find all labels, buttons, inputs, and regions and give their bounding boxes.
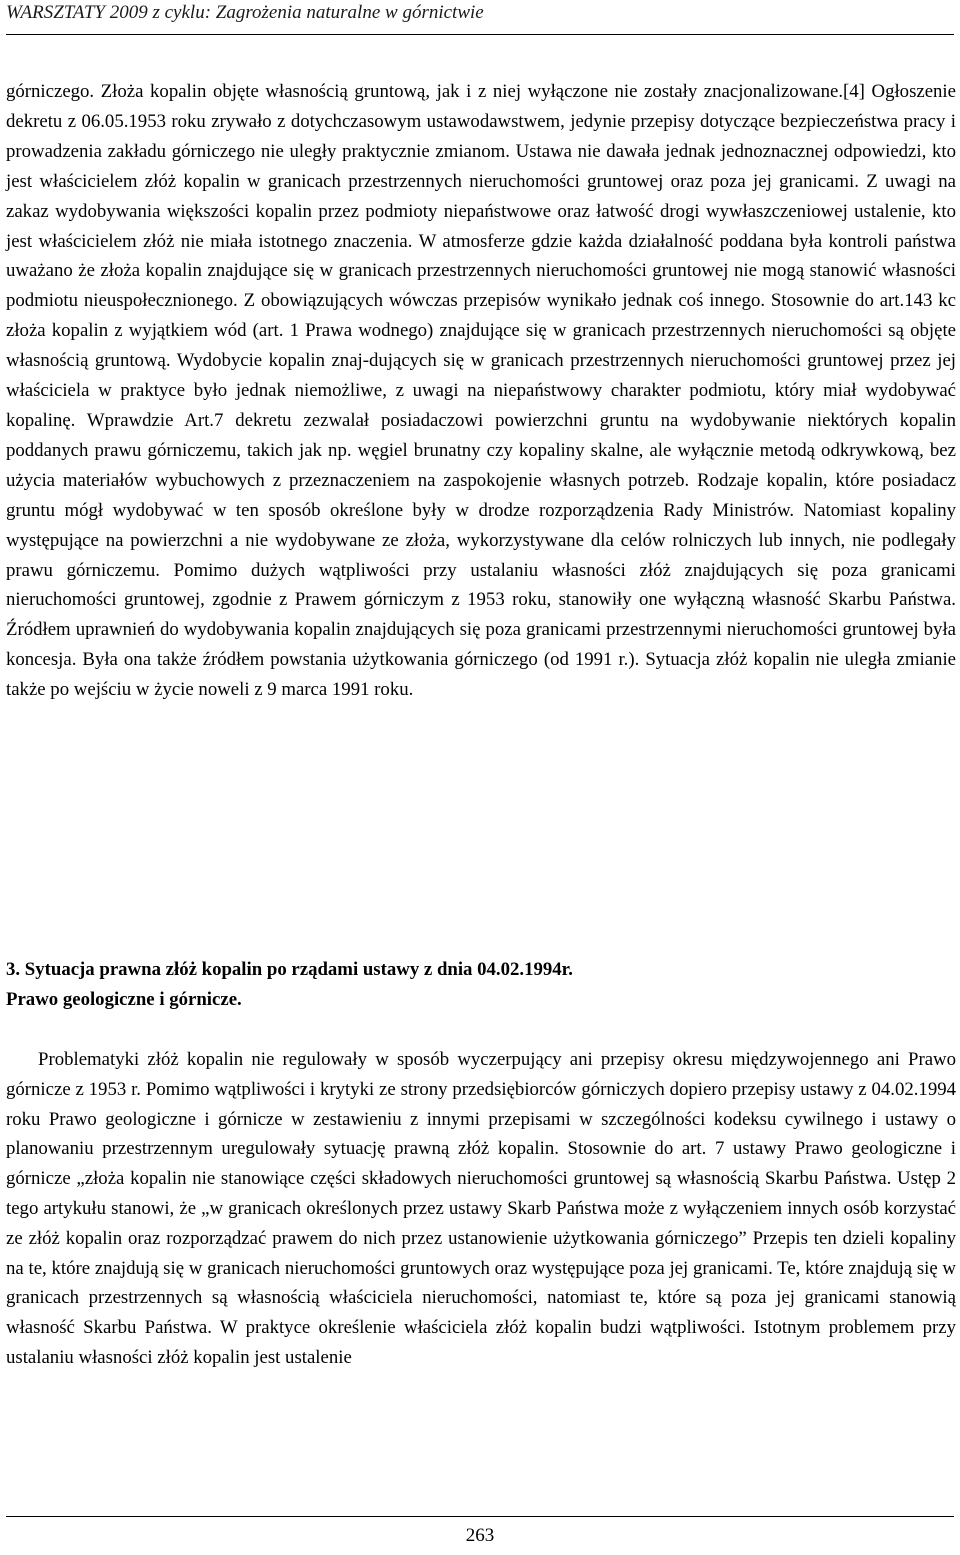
header-divider	[6, 34, 954, 35]
section-heading-line-1: 3. Sytuacja prawna złóż kopalin po rządami ustawy z dnia 04.02.1994r.	[6, 959, 573, 980]
body-paragraph-1	[6, 77, 956, 705]
section-heading	[6, 955, 956, 1015]
paragraph-text: górniczego. Złoża kopalin objęte własnością gruntową, jak i z niej wyłączone nie zostały znacjonalizowane.[4] Ogłoszenie dekretu z 06.05.1953 roku zrywało z dotychczasowym ustawodawstwem, jedynie przepisy dotyczące bezpieczeństwa pracy i prowadzenia zakładu górniczego nie uległy praktycznie zmianom. Ustawa nie dawała jednak jednoznacznej odpowiedzi, kto jest właścicielem złóż kopalin w granicach przestrzennych nieruchomości gruntowej oraz poza jej granicami. Z uwagi na zakaz wydobywania większości kopalin przez podmioty niepaństwowe oraz łatwość drogi wywłaszczeniowej ustalenie, kto jest właścicielem złóż nie miała istotnego znaczenia. W atmosferze gdzie każda działalność poddana była kontroli państwa uważano że złoża kopalin znajdujące się w granicach przestrzennych nieruchomości gruntowej nie mogą stanowić własności podmiotu nieuspołecznionego. Z obowiązujących wówczas przepisów wynikało jednak coś innego. Stosownie do art.143 kc złoża kopalin z wyjątkiem wód (art. 1 Prawa wodnego) znajdujące się w granicach przestrzennych nieruchomości są objęte własnością gruntową. Wydobycie kopalin znaj-dujących się w granicach przestrzennych nieruchomości gruntowej przez jej właściciela w praktyce było jednak niemożliwe, z uwagi na niepaństwowy charakter podmiotu, który miał wydobywać kopalinę. Wprawdzie Art.7 dekretu zezwalał posiadaczowi powierzchni gruntu na wydobywanie niektórych kopalin poddanych prawu górniczemu, takich jak np. węgiel brunatny czy kopaliny skalne, ale wyłącznie metodą odkrywkową, bez użycia materiałów wybuchowych z przeznaczeniem na zaspokojenie własnych potrzeb. Rodzaje kopalin, które posiadacz gruntu mógł wydobywać w ten sposób określone były w drodze rozporządzenia Rady Ministrów. Natomiast kopaliny występujące na powierzchni a nie wydobywane ze złoża, wykorzystywane dla celów rolniczych lub innych, nie podlegały prawu górniczemu. Pomimo dużych wątpliwości przy ustalaniu własności złóż znajdujących się poza granicami nieruchomości gruntowej, zgodnie z Prawem górniczym z 1953 roku, stanowiły one wyłączną własność Skarbu Państwa. Źródłem uprawnień do wydobywania kopalin znajdujących się poza granicami przestrzennymi nieruchomości gruntowej była koncesja. Była ona także źródłem powstania użytkowania górniczego (od 1991 r.). Sytuacja złóż kopalin nie uległa zmianie także po wejściu w życie noweli z 9 marca 1991 roku.	[6, 81, 956, 701]
paragraph-text: Problematyki złóż kopalin nie regulowały w sposób wyczerpujący ani przepisy okresu międzywojennego ani Prawo górnicze z 1953 r. Pomimo wątpliwości i krytyki ze strony przedsiębiorców górniczych dopiero przepisy ustawy z 04.02.1994 roku Prawo geologiczne i górnicze w zestawieniu z innymi przepisami w szczególności kodeksu cywilnego i ustawy o planowaniu przestrzennym uregulowały sytuację prawną złóż kopalin. Stosownie do art. 7 ustawy Prawo geologiczne i górnicze „złoża kopalin nie stanowiące części składowych nieruchomości gruntowej są własnością Skarbu Państwa. Ustęp 2 tego artykułu stanowi, że „w granicach określonych przez ustawy Skarb Państwa może z wyłączeniem innych osób korzystać ze złóż kopalin oraz rozporządzać prawem do nich przez ustanowienie użytkowania górniczego” Przepis ten dzieli kopaliny na te, które znajdują się w granicach nieruchomości gruntowych oraz występujące poza jej granicami. Te, które znajdują się w granicach przestrzennych są własnością właściciela nieruchomości, natomiast te, które są poza jej granicami stanowią własność Skarbu Państwa. W praktyce określenie właściciela złóż kopalin budzi wątpliwości. Istotnym problemem przy ustalaniu własności złóż kopalin jest ustalenie	[6, 1049, 956, 1368]
body-paragraph-2	[6, 1045, 956, 1373]
running-header: WARSZTATY 2009 z cyklu: Zagrożenia naturalne w górnictwie	[6, 2, 484, 23]
page-number: 263	[465, 1525, 495, 1546]
section-heading-line-2: Prawo geologiczne i górnicze.	[6, 989, 242, 1010]
footer-divider	[6, 1516, 954, 1517]
